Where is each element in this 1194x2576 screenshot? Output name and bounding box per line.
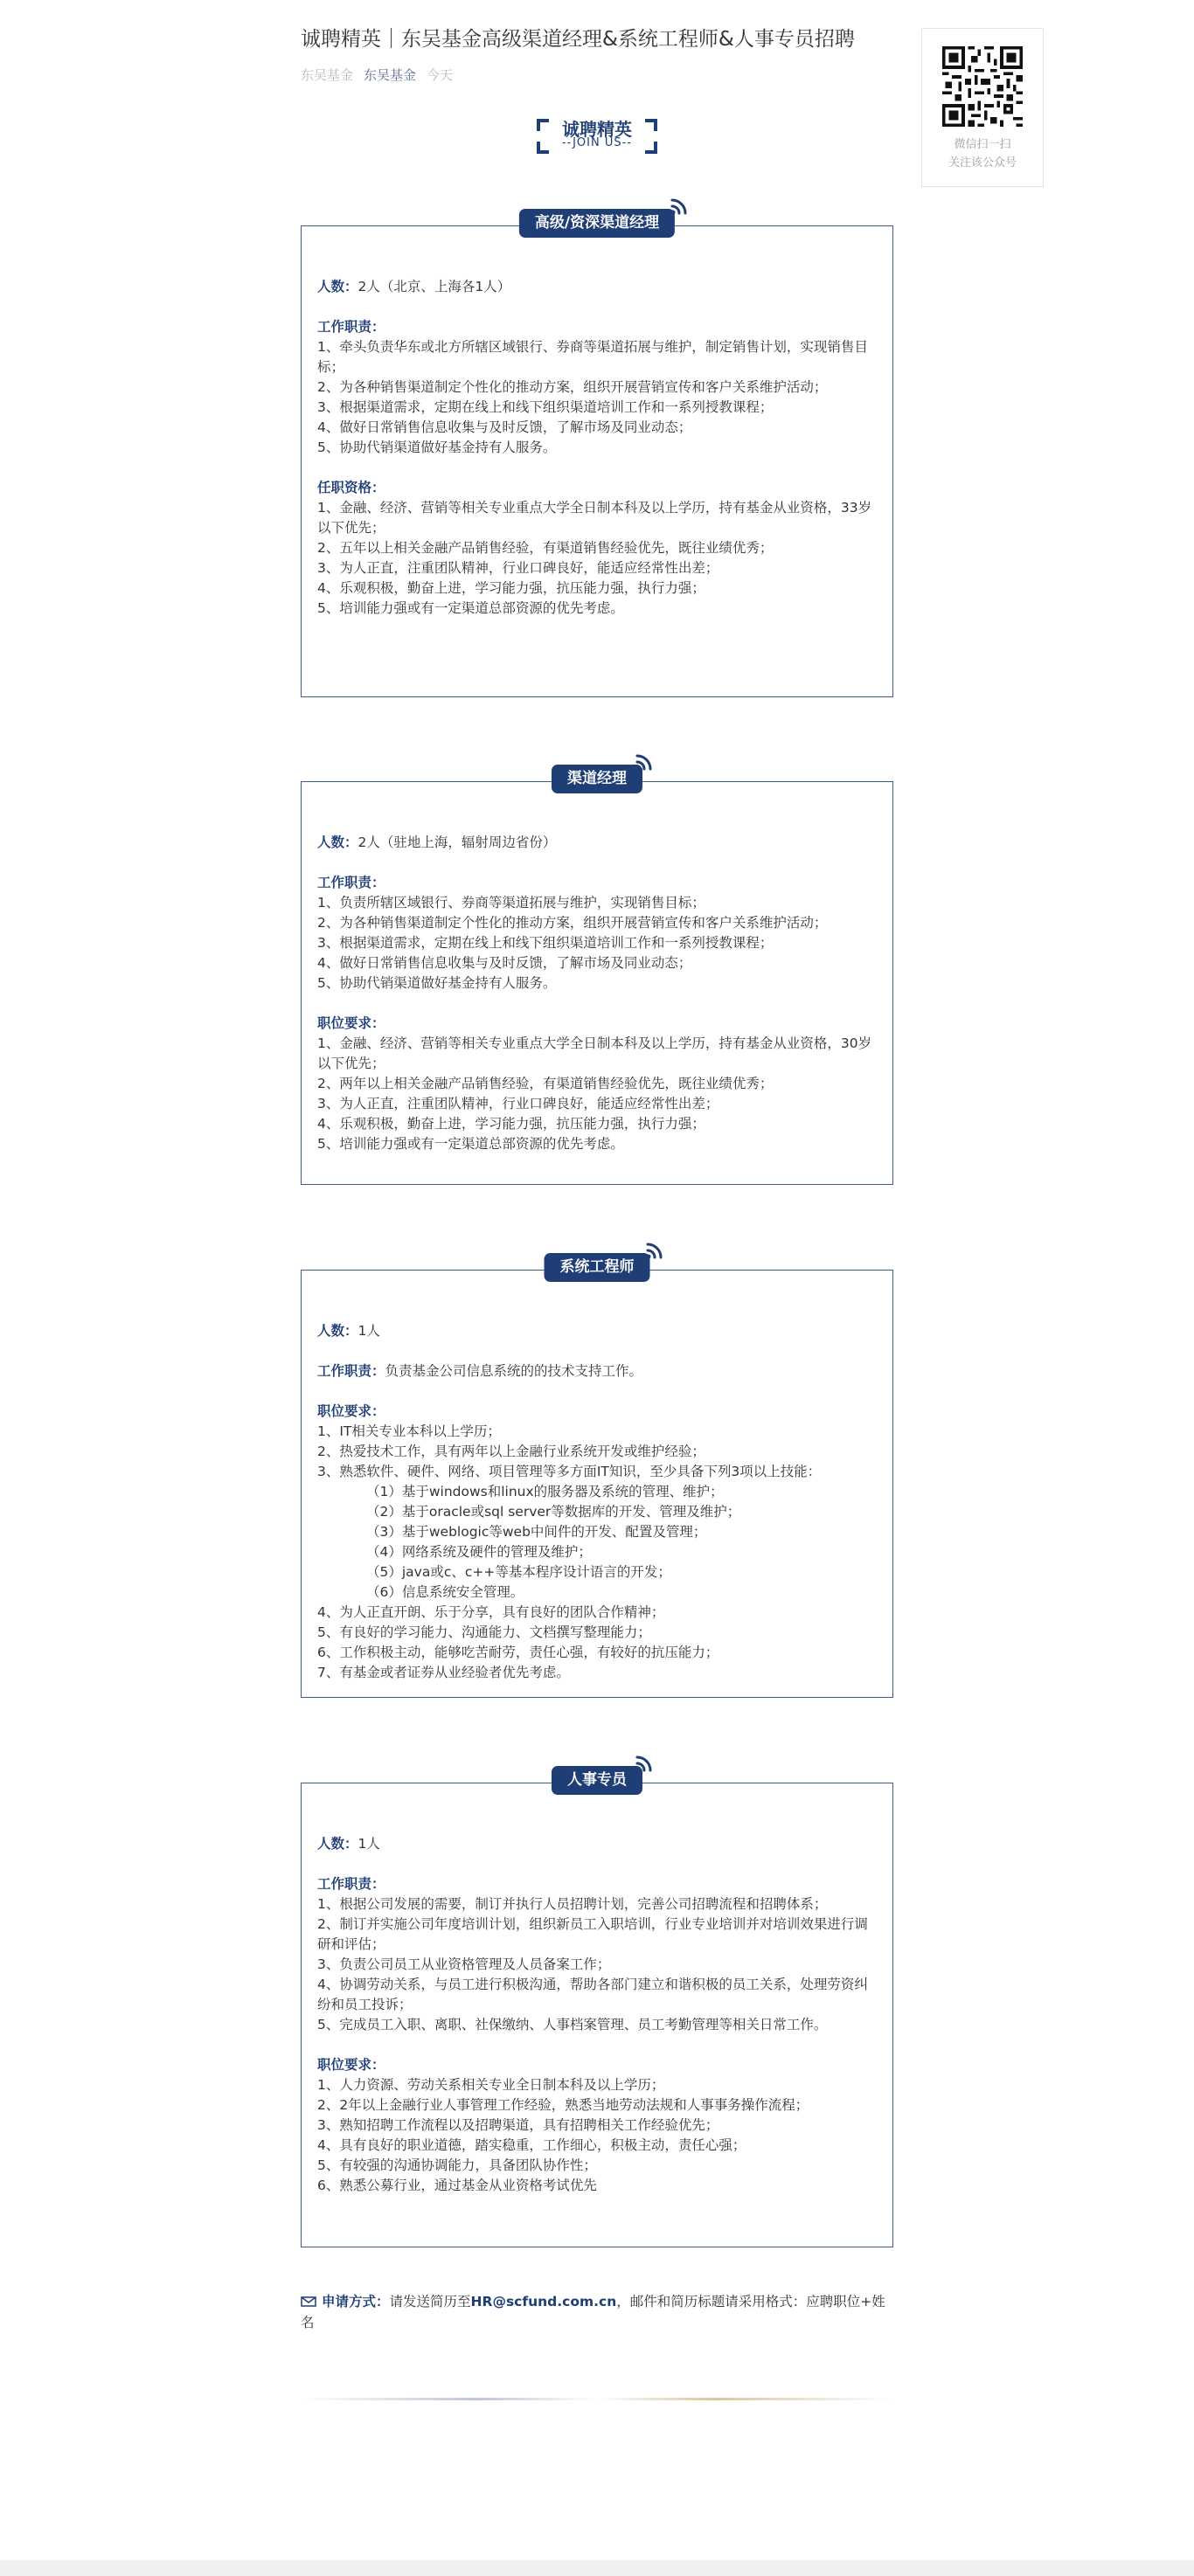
duty-item: 3、根据渠道需求，定期在线上和线下组织渠道培训工作和一系列授教课程；	[317, 935, 774, 951]
job-card-senior-channel-manager	[301, 214, 893, 697]
headcount-label: 人数：	[317, 1836, 358, 1852]
duty-text: 负责基金公司信息系统的的技术支持工作。	[385, 1363, 643, 1379]
apply-text-after: ，邮件和简历标题请采用格式：应聘职位+姓名	[301, 2294, 885, 2330]
requirement-item: 1、人力资源、劳动关系相关专业全日制本科及以上学历；	[317, 2077, 665, 2093]
requirement-item: 3、熟知招聘工作流程以及招聘渠道，具有招聘相关工作经验优先；	[317, 2117, 719, 2133]
wifi-wave-icon	[634, 750, 656, 772]
duty-item: 5、协助代销渠道做好基金持有人服务。	[317, 440, 557, 455]
requirement-item: 5、有较强的沟通协调能力，具备团队协作性；	[317, 2157, 597, 2173]
banner-subtitle: --JOIN US--	[561, 136, 632, 149]
qr-code-image	[942, 46, 1023, 127]
apply-label: 申请方式：	[322, 2294, 390, 2309]
duty-label: 工作职责：	[317, 875, 385, 890]
requirement-subitem: （5）java或c、c++等基本程序设计语言的开发；	[366, 1564, 671, 1580]
requirement-subitem: （4）网络系统及硬件的管理及维护；	[366, 1544, 592, 1560]
duty-label: 工作职责：	[317, 1363, 385, 1379]
headcount-value: 2人（北京、上海各1人）	[358, 279, 511, 294]
duty-label: 工作职责：	[317, 1876, 385, 1892]
qr-code-card	[921, 28, 1044, 187]
requirement-subitem: （2）基于oracle或sql server等数据库的开发、管理及维护；	[366, 1504, 741, 1520]
account-link[interactable]: 东吴基金	[364, 67, 417, 83]
duty-item: 2、为各种销售渠道制定个性化的推动方案，组织开展营销宣传和客户关系维护活动；	[317, 379, 828, 395]
duty-item: 4、做好日常销售信息收集与及时反馈，了解市场及同业动态；	[317, 955, 692, 971]
apply-text-before: 请发送简历至	[389, 2294, 471, 2309]
job-card-system-engineer	[301, 1258, 893, 1698]
duty-item: 3、根据渠道需求，定期在线上和线下组织渠道培训工作和一系列授教课程；	[317, 399, 774, 415]
duty-item: 4、协调劳动关系，与员工进行积极沟通，帮助各部门建立和谐积极的员工关系，处理劳资纠纷和员工投诉；	[317, 1977, 868, 2012]
requirement-item: 4、为人正直开朗、乐于分享，具有良好的团队合作精神；	[317, 1604, 665, 1620]
requirement-item: 2、热爱技术工作，具有两年以上金融行业系统开发或维护经验；	[317, 1444, 705, 1459]
article-title: 诚聘精英｜东吴基金高级渠道经理&系统工程师&人事专员招聘	[301, 28, 855, 51]
source-name: 东吴基金	[301, 67, 354, 83]
requirement-item: 7、有基金或者证券从业经验者优先考虑。	[317, 1665, 570, 1680]
duty-item: 3、负责公司员工从业资格管理及人员备案工作；	[317, 1956, 611, 1972]
duty-item: 1、牵头负责华东或北方所辖区域银行、券商等渠道拓展与维护，制定销售计划，实现销售目标；	[317, 339, 868, 375]
duty-item: 1、负责所辖区域银行、券商等渠道拓展与维护，实现销售目标；	[317, 895, 705, 911]
duty-item: 2、制订并实施公司年度培训计划，组织新员工入职培训，行业专业培训并对培训效果进行调研和评估；	[317, 1916, 868, 1952]
requirement-item: 1、金融、经济、营销等相关专业重点大学全日制本科及以上学历，持有基金从业资格，33岁以下优先；	[317, 500, 872, 536]
requirement-item: 4、乐观积极，勤奋上进，学习能力强，抗压能力强，执行力强；	[317, 1116, 705, 1132]
requirement-item: 4、乐观积极，勤奋上进，学习能力强，抗压能力强，执行力强；	[317, 580, 705, 596]
wifi-wave-icon	[669, 194, 691, 217]
requirement-label: 职位要求：	[317, 1015, 385, 1031]
apply-email[interactable]: HR@scfund.com.cn	[470, 2294, 617, 2309]
requirement-item: 2、两年以上相关金融产品销售经验，有渠道销售经验优先，既往业绩优秀；	[317, 1076, 774, 1091]
duty-item: 4、做好日常销售信息收集与及时反馈，了解市场及同业动态；	[317, 419, 692, 435]
banner-title: 诚聘精英	[562, 119, 632, 140]
join-us-banner	[535, 115, 659, 154]
bottom-bar	[0, 2560, 1194, 2576]
requirement-item: 5、有良好的学习能力、沟通能力、文档撰写整理能力；	[317, 1624, 651, 1640]
job-title: 系统工程师	[545, 1253, 650, 1282]
duty-item: 5、协助代销渠道做好基金持有人服务。	[317, 975, 557, 991]
envelope-icon	[301, 2296, 316, 2307]
requirement-item: 2、五年以上相关金融产品销售经验，有渠道销售经验优先，既往业绩优秀；	[317, 540, 774, 556]
requirement-item: 1、IT相关专业本科以上学历；	[317, 1423, 501, 1439]
requirement-label: 任职资格：	[317, 480, 385, 495]
duty-label: 工作职责：	[317, 319, 385, 335]
requirement-item: 6、熟悉公募行业，通过基金从业资格考试优先	[317, 2178, 597, 2193]
publish-time: 今天	[427, 67, 454, 83]
qr-caption-line2: 关注该公众号	[948, 156, 1017, 170]
job-card-channel-manager	[301, 770, 893, 1185]
requirement-item: 4、具有良好的职业道德，踏实稳重，工作细心，积极主动，责任心强；	[317, 2137, 746, 2153]
headcount-value: 1人	[358, 1323, 380, 1339]
job-title: 人事专员	[552, 1766, 642, 1795]
requirement-label: 职位要求：	[317, 2057, 385, 2073]
requirement-item: 5、培训能力强或有一定渠道总部资源的优先考虑。	[317, 1136, 624, 1152]
requirement-item: 6、工作积极主动，能够吃苦耐劳，责任心强，有较好的抗压能力；	[317, 1645, 719, 1660]
qr-caption	[922, 135, 1043, 172]
requirement-subitem: （3）基于weblogic等web中间件的开发、配置及管理；	[366, 1524, 707, 1540]
requirement-item: 5、培训能力强或有一定渠道总部资源的优先考虑。	[317, 600, 624, 616]
wifi-wave-icon	[634, 1751, 656, 1774]
qr-caption-line1: 微信扫一扫	[954, 138, 1011, 151]
requirement-item: 3、为人正直，注重团队精神，行业口碑良好，能适应经常性出差；	[317, 560, 719, 576]
headcount-value: 2人（驻地上海，辐射周边省份）	[358, 834, 557, 850]
duty-item: 5、完成员工入职、离职、社保缴纳、人事档案管理、员工考勤管理等相关日常工作。	[317, 2017, 828, 2032]
apply-section	[301, 2291, 892, 2333]
requirement-item: 3、熟悉软件、硬件、网络、项目管理等多方面IT知识，至少具备下列3项以上技能：	[317, 1464, 822, 1479]
headcount-value: 1人	[358, 1836, 380, 1852]
article-meta	[301, 66, 453, 84]
job-card-hr-specialist	[301, 1771, 893, 2247]
requirement-label: 职位要求：	[317, 1403, 385, 1419]
requirement-item: 1、金融、经济、营销等相关专业重点大学全日制本科及以上学历，持有基金从业资格，30岁以下优先；	[317, 1035, 872, 1071]
requirement-subitem: （6）信息系统安全管理。	[366, 1584, 524, 1600]
requirement-item: 3、为人正直，注重团队精神，行业口碑良好，能适应经常性出差；	[317, 1096, 719, 1111]
headcount-label: 人数：	[317, 834, 358, 850]
footer-divider	[301, 2398, 892, 2400]
duty-item: 2、为各种销售渠道制定个性化的推动方案，组织开展营销宣传和客户关系维护活动；	[317, 915, 828, 931]
duty-item: 1、根据公司发展的需要，制订并执行人员招聘计划，完善公司招聘流程和招聘体系；	[317, 1896, 828, 1912]
requirement-subitem: （1）基于windows和linux的服务器及系统的管理、维护；	[366, 1484, 724, 1499]
headcount-label: 人数：	[317, 1323, 358, 1339]
requirement-item: 2、2年以上金融行业人事管理工作经验，熟悉当地劳动法规和人事事务操作流程；	[317, 2097, 809, 2113]
wifi-wave-icon	[644, 1238, 667, 1261]
job-title: 高级/资深渠道经理	[519, 209, 675, 238]
headcount-label: 人数：	[317, 279, 358, 294]
job-title: 渠道经理	[552, 765, 642, 793]
